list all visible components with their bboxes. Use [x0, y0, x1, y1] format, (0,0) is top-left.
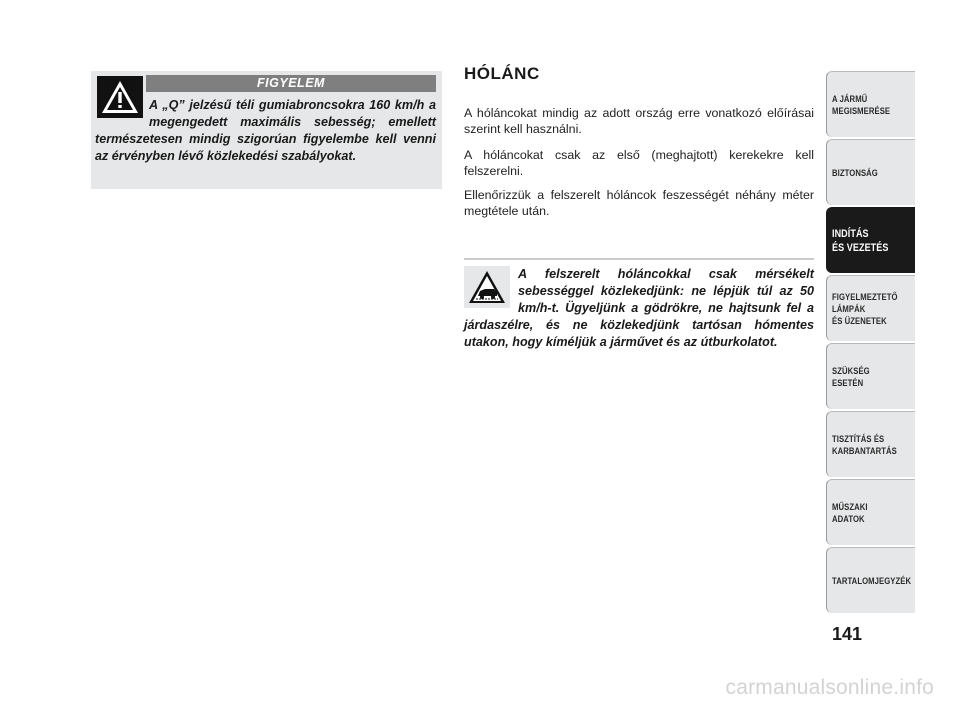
tab-tartalomjegyzek[interactable]: TARTALOMJEGYZÉK — [826, 547, 915, 613]
page-number: 141 — [831, 624, 863, 644]
warning-heading: FIGYELEM — [146, 75, 436, 92]
warning-text: A „Q” jelzésű téli gumiabroncsokra 160 km/h a megengedett maximális sebesség; emellett természetesen mindig szigorúan figyelembe kell venni az érvényben lévő közlekedési szabályokat. — [95, 98, 436, 163]
tab-tisztitas-karbantartas[interactable]: TISZTÍTÁS ÉS KARBANTARTÁS — [826, 411, 915, 477]
paragraph-1: A hóláncokat mindig az adott ország erre vonatkozó előírásai szerint kell használni. — [464, 106, 814, 136]
section-divider — [464, 258, 814, 260]
tab-muszaki-adatok[interactable]: MŰSZAKI ADATOK — [826, 479, 915, 545]
tab-biztonsag[interactable]: BIZTONSÁG — [826, 139, 915, 205]
section-title: HÓLÁNC — [464, 64, 540, 83]
tab-inditas-es-vezetes[interactable]: INDÍTÁS ÉS VEZETÉS — [826, 207, 915, 273]
paragraph-3: Ellenőrizzük a felszerelt hóláncok feszességét néhány méter megtétele után. — [464, 188, 814, 218]
paragraph-2: A hóláncokat csak az első (meghajtott) kerekekre kell felszerelni. — [464, 148, 814, 178]
warning-box — [91, 71, 442, 189]
tab-figyelmezteto-lampak[interactable]: FIGYELMEZTETŐ LÁMPÁK ÉS ÜZENETEK — [826, 275, 915, 341]
car-warning-text: A felszerelt hóláncokkal csak mérsékelt sebességgel közlekedjünk: ne lépjük túl az 50 km/h-t. Ügyeljünk a gödrökre, ne hajtsunk fel a járdaszélre, és ne közlekedjünk tartósan hómentes utakon, hogy kíméljük a járművet és az útburkolatot. — [464, 267, 814, 349]
tab-jarmu-megismerese[interactable]: A JÁRMŰ MEGISMERÉSE — [826, 71, 915, 137]
chapter-tabs — [826, 71, 915, 615]
tab-szukseg-eseten[interactable]: SZÜKSÉG ESETÉN — [826, 343, 915, 409]
watermark: carmanualsonline.info — [725, 676, 934, 699]
